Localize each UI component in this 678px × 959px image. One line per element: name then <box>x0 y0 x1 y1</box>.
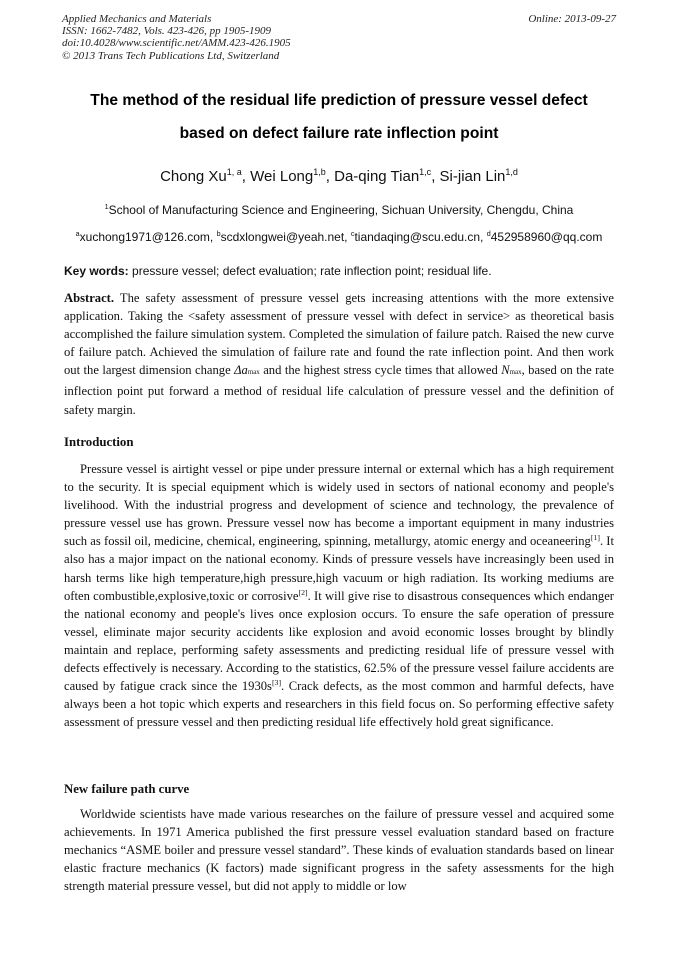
n-subscript: max <box>509 369 522 377</box>
n-symbol: N <box>501 363 510 378</box>
email-superscript: d <box>486 229 491 238</box>
email-address: tiandaqing@scu.edu.cn, <box>354 230 487 244</box>
delta-a-symbol: Δa <box>234 363 248 378</box>
abstract-label: Abstract. <box>64 291 115 305</box>
paragraph-text: Pressure vessel is airtight vessel or pipe under pressure internal or external which has a high requirement to the security. It is special equipment which is widely used in sectors of national economy and people's livelihood. With the industrial progress and development of science and technology, the prevalence of pressure vessel use has grown. Pressure vessel now has become a important equipment in many industries such as fossil oil, medicine, chemical, engineering, spinning, metallurgy, atomic energy and oceaneering <box>64 462 614 549</box>
section-heading-new-failure-path-curve: New failure path curve <box>64 782 190 796</box>
email-address: xuchong1971@126.com, <box>79 230 217 244</box>
paragraph-text: . It also has a major impact on the national economy. Kinds of pressure vessels have increasingly been used in harsh terms like high temperature,high pressure,high vacuum or high radiation. Its working mediums are often combustible,explosive,toxic or corrosive <box>64 534 614 603</box>
abstract-paragraph <box>64 289 614 419</box>
author-name: Wei Long <box>250 168 314 185</box>
section-heading-introduction: Introduction <box>64 435 134 449</box>
abstract-text: and the highest stress cycle times that allowed <box>259 363 502 378</box>
paper-title-line-2: based on defect failure rate inflection point <box>179 125 499 142</box>
citation-ref: [3] <box>271 677 282 687</box>
journal-header <box>62 13 616 62</box>
author-superscript: 1,c <box>419 167 432 177</box>
keywords-label: Key words: <box>64 264 129 278</box>
keywords-text: pressure vessel; defect evaluation; rate inflection point; residual life. <box>128 264 492 278</box>
abstract-text: , based on the rate inflection point put forward a method of residual life calculation of pressure vessel and the definition of safety margin. <box>64 363 614 417</box>
paragraph-text: . It will give rise to disastrous consequences which endanger the national economy and people's lives once explosion occurs. To ensure the safe operation of pressure vessel, eliminate major security accidents like explosion and avoid economic losses brought by blindly maintain and replace, performing safety assessments and predicting residual life of pressure vessel with defects effectively is necessary. According to the statistics, 62.5% of the pressure vessel failure accidents are caused by fatigue crack since the 1930s <box>64 588 614 694</box>
citation-ref: [2] <box>298 587 308 597</box>
author-superscript: 1, a <box>226 167 242 177</box>
author-superscript: 1,d <box>505 167 518 177</box>
delta-a-subscript: max <box>247 369 260 377</box>
keywords <box>64 264 624 278</box>
author-name: Si-jian Lin <box>439 168 506 185</box>
email-list <box>40 230 638 244</box>
paper-title-line-1: The method of the residual life prediction of pressure vessel defect <box>90 92 588 109</box>
introduction-paragraph <box>64 460 614 731</box>
affiliation-superscript: 1 <box>104 202 109 211</box>
journal-name: Applied Mechanics and Materials <box>62 13 212 25</box>
issn-line: ISSN: 1662-7482, Vols. 423-426, pp 1905-1909 <box>62 25 271 38</box>
affiliation <box>40 203 638 217</box>
email-address: scdxlongwei@yeah.net, <box>220 230 351 244</box>
author-superscript: 1,b <box>313 167 326 177</box>
abstract-text: The safety assessment of pressure vessel gets increasing attentions with the more extensive application. Taking the <safety assessment of pressure vessel with defect in service> as theoretical basis accomplished the failure simulation system. Completed the simulation of failure patch. Raised the new curve of failure patch. Achieved the simulation of failure rate and found the rate inflection point. And then work out the largest dimension change <box>64 291 614 378</box>
email-address: 452958960@qq.com <box>490 230 603 244</box>
doi-line: doi:10.4028/www.scientific.net/AMM.423-426.1905 <box>62 37 291 50</box>
online-date: Online: 2013-09-27 <box>528 13 616 25</box>
affiliation-text: School of Manufacturing Science and Engineering, Sichuan University, Chengdu, China <box>108 203 574 217</box>
email-superscript: c <box>350 229 355 238</box>
author-list: Chong Xu$^{1, a}$, Wei Long$^{1,b}$, Da-qing Tian$^{1,c}$, Si-jian Lin$^{1,d}$ <box>160 167 518 185</box>
email-superscript: a <box>75 229 80 238</box>
citation-ref: [1] <box>590 533 600 543</box>
new-failure-paragraph: Worldwide scientists have made various researches on the failure of pressure vessel and acquired some achievements. In 1971 America published the first pressure vessel evaluation standard based on fracture mechanics “ASME boiler and pressure vessel standard”. These kinds of evaluation standards based on linear elastic fracture mechanics (K factors) made significant progress in the safety assessments for the high strength material pressure vessel, but did not apply to middle or low <box>64 807 614 894</box>
email-superscript: b <box>216 229 221 238</box>
paragraph-text: . Crack defects, as the most common and harmful defects, have always been a hot topic which experts and researchers in this field focus on. So performing effective safety assessment of pressure vessel and then predicting residual life effectively hold great significance. <box>64 679 614 730</box>
author-name: Chong Xu <box>160 168 227 185</box>
author-name: Da-qing Tian <box>334 168 420 185</box>
copyright-line: © 2013 Trans Tech Publications Ltd, Switzerland <box>62 49 280 62</box>
